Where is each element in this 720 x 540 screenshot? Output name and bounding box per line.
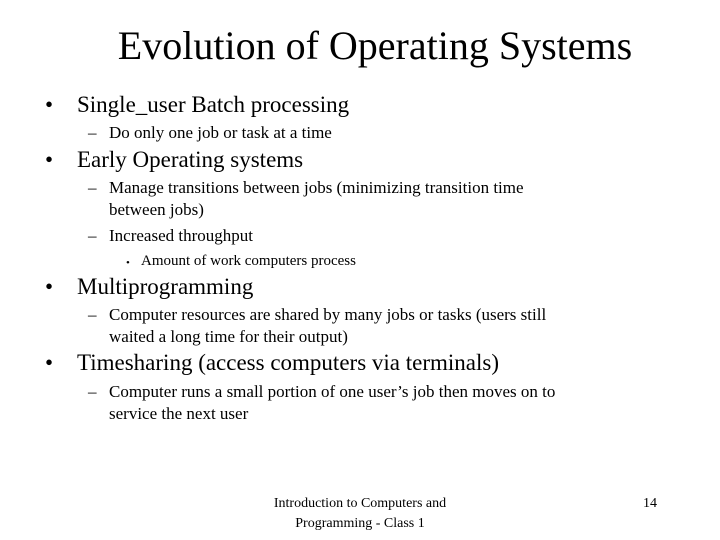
bullet-marker: • (45, 92, 54, 117)
dash-marker: – (88, 226, 97, 245)
bullet-marker: • (45, 350, 54, 375)
sub-list-item (88, 381, 555, 425)
list-item (45, 147, 303, 173)
bullet-marker: • (45, 274, 54, 299)
list-item (45, 274, 253, 300)
bullet-text: Single_user Batch processing (77, 92, 350, 117)
sub-sub-bullet-text: Amount of work computers process (141, 253, 356, 269)
list-item (45, 350, 499, 376)
dash-marker: – (88, 382, 97, 401)
list-item (45, 92, 349, 118)
slide-title: Evolution of Operating Systems (117, 23, 633, 68)
bullet-marker: • (45, 147, 54, 172)
sub-bullet-text-continued: service the next user (109, 404, 249, 423)
footer-line: Programming - Class 1 (295, 516, 425, 531)
bullet-text: Timesharing (access computers via terminals) (77, 350, 499, 375)
sub-bullet-text: Computer resources are shared by many jobs or tasks (users still (109, 305, 547, 324)
bullet-marker: • (126, 257, 130, 269)
dash-marker: – (88, 305, 97, 324)
footer-line: Introduction to Computers and (273, 496, 447, 511)
sub-list-item (88, 304, 546, 348)
dash-marker: – (88, 123, 97, 142)
sub-bullet-text: Manage transitions between jobs (minimizing transition time (109, 178, 524, 197)
sub-bullet-text: Increased throughput (109, 226, 253, 245)
sub-list-item (88, 122, 332, 144)
slide-footer (250, 494, 470, 534)
bullet-text: Early Operating systems (77, 147, 304, 172)
sub-bullet-text-continued: between jobs) (109, 200, 204, 219)
dash-marker: – (88, 178, 97, 197)
bullet-text: Multiprogramming (77, 274, 254, 299)
sub-sub-list-item (126, 252, 356, 270)
sub-list-item (88, 225, 253, 247)
sub-bullet-text: Do only one job or task at a time (109, 123, 332, 142)
page-number: 14 (643, 496, 657, 511)
sub-bullet-text-continued: waited a long time for their output) (109, 327, 348, 346)
sub-bullet-text: Computer runs a small portion of one user’s job then moves on to (109, 382, 556, 401)
sub-list-item (88, 177, 524, 221)
